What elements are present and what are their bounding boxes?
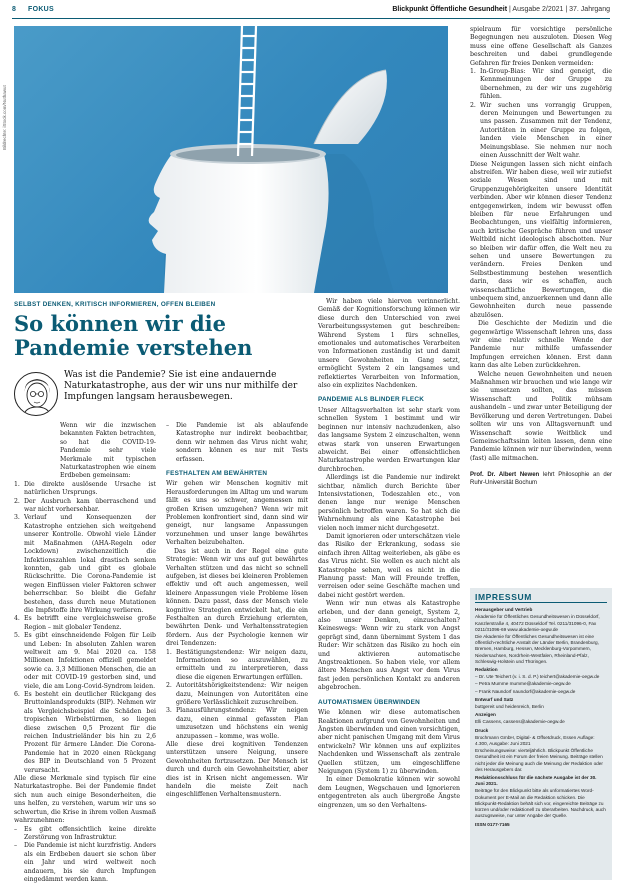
body-paragraph: Wir haben viele hiervon verinnerlicht. Gemäß der Kognitionsforschung können wir diese durch den Unterschied von zwei Verarbeitungssystemen gut beschreiben: Während System 1 fürs schnelles, emotionales und automatisches Verarbeiten von Informationen zuständig ist und damit unsere Gewohnheiten in Gang setzt, ermöglicht System 2 ein langsames und reflektiertes Verarbeiten von Information, also ein explizites Nachdenken. [318,298,460,390]
article-teaser: Was ist die Pandemie? Sie ist eine andauernde Naturkatastrophe, aus der wir uns nur mithilfe der Impfungen langsam herausbewegen. [64,370,298,402]
list-item: 2. Autoritätshörigkeitstendenz: Wir neigen dazu, Meinungen von Autoritäten eine größere Verlässlichkeit zuzuschreiben. [166,682,308,706]
subheading: AUTOMATISMEN ÜBERWINDEN [318,698,420,706]
article-headline: So können wir die Pandemie verstehen [14,311,253,360]
ladder-icon [238,26,256,156]
body-paragraph: Welche neuen Gewohnheiten und neuen Maßnahmen wir brauchen und wie lange wir sie umsetzen sollten, das müssen Wissenschaft und Politik mühsam aushandeln – und zwar unter Beteiligung der Bevölkerung und deren Vertretungen. Dabei sollten wir uns von Alltagsvernunft und Wissenschaft sowie Weitblick und Gemeinschaftssinn leiten lassen, denn eine Pandemie können wir nur überwinden, wenn (fast) alle mitmachen. [470,370,612,462]
article-column-3 [318,298,460,810]
author-name: Prof. Dr. Albert Newen [470,472,540,479]
list-item: 2. Der Ausbruch kam überraschend und war nicht vorhersehbar. [14,497,156,514]
list-item: 6. Es besteht ein deutlicher Rückgang des Bruttoinlandsprodukts (BIP). Nehmen wir als Vergleichsbeispiel die Schäden bei tropischen Wirbelstürmen, so liegen diese zwischen 0,5 Prozent für die reichen Industrieländer bis hin zu 2,6 Prozent für ärmere Länder. Die Corona-Pandemie hat in 2020 einen Rückgang des BIP in Deutschland von 5 Prozent verursacht. [14,691,156,774]
subheading: FESTHALTEN AM BEWÄHRTEN [166,470,268,478]
impressum-label: Druck [475,727,489,733]
tendencies-list [166,649,308,741]
impressum-rule [475,602,607,603]
article-column-2 [166,422,308,800]
impressum-box [470,588,612,880]
body-paragraph: In einer Demokratie können wir sowohl dem Leugnen, Wegschauen und Ignorieren entgegentreten als auch übergroße Ängste eingrenzen, um so den Verhaltens- [318,776,460,809]
volume-label: 37. Jahrgang [569,6,610,13]
impressum-label: Entwurf und Satz [475,696,514,702]
author-sketch-icon [15,373,58,416]
impressum-text: – Petra Mumme mumme@akademie-oegw.de [475,681,571,687]
impressum-issn: ISSN 0177-7165 [475,821,510,827]
list-item: 1. Bestätigungstendenz: Wir neigen dazu, Informationen so auszuwählen, zu ermitteln und zu interpretieren, dass diese die eigenen Erwartungen erfüllen. [166,648,308,681]
body-paragraph: Unser Alltagsverhalten ist sehr stark vom schnellen System 1 bestimmt und wir beginnen nur intensiv nachzudenken, also das langsame System 2 einzuschalten, wenn etwas stark von unseren Erwartungen abweicht. Bei einer offensichtlichen Naturkatastrophe werden Erwartungen klar durchbrochen. [318,406,460,473]
section-label: FOKUS [28,6,54,13]
list-item: – Die Pandemie ist nicht kurzfristig. Anders als ein Erdbeben dauert sie schon über ein Jahr und wird weltweit noch andauern, bis sie durch Impfungen eingedämmt werden kann. [14,842,156,883]
publication-info: Blickpunkt Öffentliche Gesundheit | Ausgabe 2/2021 | 37. Jahrgang [392,6,610,13]
list-item: 3. Planausführungstendenz: Wir neigen dazu, einen einmal gefassten Plan umzusetzen und höchstens ein wenig anzupassen – komme, was wolle. [166,707,308,740]
article-kicker: SELBST DENKEN, KRITISCH INFORMIEREN, OFFEN BLEIBEN [14,301,216,308]
body-paragraph: Allerdings ist die Pandemie nur indirekt sichtbar, nämlich durch Berichte über Intensivstationen, Todeszahlen etc., von denen lange nur wenige Menschen persönlich betroffen waren. So hat sich die Wahrnehmung als eine Katastrophe bei vielen noch immer nicht durchgesetzt. [318,474,460,532]
impressum-text: Elli Cassens, cassens@akademie-oegw.de [475,719,565,725]
author-note [470,471,612,487]
open-head-illustration [14,26,448,293]
impressum-text: – Frank Naundorf naundorf@akademie-oegw.de [475,688,576,694]
issue-label: Ausgabe 2/2021 [512,6,564,13]
impressum-text: Akademie für Öffentliches Gesundheitswesen in Düsseldorf, Kanzlerstraße 4, 40472 Düsseldorf Tel. 0211/31096-0, Fax 0211/31096-69 www.akademie-oegw.de [475,614,600,632]
body-paragraph: Wenn wir nun etwas als Katastrophe erleben, und der dann geneigt, System 2, also unser Denken, einzuschalten? Keineswegs: Wenn wir zu stark von Angst geprägt sind, dann übernimmt System 1 das Ruder: Wir schätzen das Risiko zu hoch ein und aktivieren automatische Angstreaktionen. So haben viele, vor allem ältere Menschen aus Angst vor dem Virus fast jeden persönlichen Kontakt zu anderen abgebrochen. [318,600,460,692]
page-number: 8 [12,6,16,13]
list-item: – Es gibt offensichtlich keine direkte Zerstörung von Infrastruktur. [14,825,156,841]
body-paragraph: Die Geschichte der Medizin und die gegenwärtige Wissenschaft lehren uns, dass wir eine relativ schnelle Wende der Pandemie nur mithilfe umfassender Impfungen erreichen können. Erst dann kann das alte Leben zurückkehren. [470,320,612,370]
publication-title: Blickpunkt Öffentliche Gesundheit [392,6,508,13]
impressum-text: buttgereit und heidenreich, Berlin [475,704,544,710]
list-item: 1. In-Group-Bias: Wir sind geneigt, die Kennmeinungen der Gruppe zu übernehmen, zu der wir uns zugehörig fühlen. [470,68,612,101]
body-paragraph: Damit ignorieren oder unterschätzen viele das Risiko der Erkrankung, sodass sie einfach ihren Alltag weiterleben, als gäbe es das Virus nicht. Sie wollen es auch nicht als Katastrophe sehen, weil es nicht in die Planung passt: Man will Freunde treffen, verreisen oder seine Geschäfte machen und dabei nicht gestört werden. [318,532,460,599]
impressum-label: Redaktionsschluss für die nächste Ausgabe ist der 30. Juni 2021. [475,775,597,787]
impressum-text: Erscheinungsweise: vierteljährlich. Blickpunkt Öffentliche Gesundheit ist ein Forum der freien Meinung. Beiträge stellen nicht jeder die Meinung auch die Meinung der Redaktion oder des Herausgebers dar. [475,748,603,772]
impressum-text: Brochmann GmbH, Digital- & Offsetdruck, Essen Auflage: 4.300, Ausgabe: Juni 2021 [475,734,595,747]
impressum-text: Beiträge für den Blickpunkt bitte als unformatiertes Word-Dokument per E-Mail an die Redaktion schicken. Die Blickpunkt-Redaktion behält sich vor, eingereichte Beiträge zu kürzen und/oder redaktionell zu überarbeiten. Nachdruck, auch auszugsweise, nur unter Angabe der Quelle. [475,788,606,819]
specifics-list [14,826,156,885]
bias-list [470,68,612,160]
list-item: 5. Es gibt einschneidende Folgen für Leib und Leben: In absoluten Zahlen waren weltweit am 9. Mai 2020 ca. 158 Millionen Infektionen offiziell gemeldet sowie ca. 3,3 Millionen Menschen, die an oder mit COVID-19 gestorben sind, und viele, die am Long-Covid-Syndrom leiden. [14,632,156,690]
list-item: 1. Die direkte auslösende Ursache ist natürlichen Ursprungs. [14,480,156,497]
body-paragraph: Diese Neigungen lassen sich nicht einfach abstreifen. Wir haben diese, weil wir zutiefst soziale Wesen sind und mit Gruppenzugehörigkeiten unsere Identität verbinden. Aber wir können dieser Tendenz entgegenwirken, indem wir bewusst offen bleiben für neue Erfahrungen und Beobachtungen, uns vielfältig informieren, auch kritische Gespräche führen und unser Weltbild nicht ideologisch abschotten. Nur so bleiben wir dafür offen, die Welt neu zu sehen und unsere Bewertungen zu verändern. Freies Denken und Selbstbestimmung bestehen wesentlich darin, dass wir es schaffen, auch wissenschaftliche Bewertungen, die unbequem sind, anzuerkennen und dann alle Gewohnheiten durch neue passende abzulösen. [470,160,612,319]
impressum-text: Die Akademie für Öffentliches Gesundheitswesen ist eine öffentlich-rechtliche Anstalt der Länder Berlin, Brandenburg, Bremen, Hamburg, Hessen, Mecklenburg-Vorpommern, Niedersachsen, Nordrhein-Westfalen, Rheinland-Pfalz, Schleswig-Holstein und Thüringen. [475,634,599,664]
article-column-1 [14,422,156,884]
article-photo [14,26,448,293]
list-item: 2. Wir suchen uns vorrangig Gruppen, deren Meinungen und Bewertungen zu uns passen. Zusammen mit der Tendenz, Autoritäten in einer Gruppe zu folgen, landen viele Menschen in einer Meinungsblase. Sie nehmen nur noch einen Ausschnitt der Welt wahr. [470,101,612,160]
subheading: PANDEMIE ALS BLINDER FLECK [318,396,425,404]
body-paragraph: Alle diese drei kognitiven Tendenzen unterstützen unsere Neigung, unsere Gewohnheiten fortzusetzen. Der Mensch ist durch und durch ein Gewohnheitstier, aber dies ist in Krisen nicht angemessen. Wir handeln die meiste Zeit nach eingeschliffenen Verhaltensmustern. [166,741,308,799]
list-item: – Die Pandemie ist als ablaufende Katastrophe nur indirekt beobachtbar, denn wir nehmen das Virus nicht wahr, sondern können es nur mit Tests erfassen. [166,422,308,463]
photo-credit: Bildrechte: iStock.com/Nuthawut [2,85,7,150]
author-portrait [14,372,58,416]
body-paragraph: Alle diese Merkmale sind typisch für eine Naturkatastrophe. Bei der Pandemie findet sich nun auch einige Besonderheiten, die uns helfen, zu verstehen, warum wir uns so schwertun, die Krise in ihrem vollen Ausmaß wahrzunehmen: [14,775,156,825]
body-paragraph: Wir gehen wir Menschen kognitiv mit Herausforderungen im Alltag um und warum fällt es uns so schwer, angemessen mit großen Krisen umzugehen? Wenn wir mit Problemen konfrontiert sind, dann sind wir geneigt, nur langsame Anpassungen vorzunehmen und unser lange bewährtes Verhalten beizubehalten. [166,480,308,547]
body-paragraph: Wie können wir diese automatischen Reaktionen aufgrund von Gewohnheiten und Ängsten überwinden und einen vorsichtigen, aber nicht panischen Umgang mit dem Virus entwickeln? Wir können uns auf explizites Nachdenken und Wissenschaft als zentrale Quellen stützen, um eingeschliffene Neigungen (System 1) zu überwinden. [318,709,460,775]
article-column-4 [470,26,612,487]
author-role: lehrt Philosophie an der Ruhr-Universität Bochum [470,472,613,487]
body-paragraph: spielraum für vorsichtige persönliche Begegnungen neu auszuloten. Diesen Weg muss eine offene Gesellschaft als Ganzes beschreiten und dabei grundlegende Gefahren für freies Denken vermeiden: [470,26,612,67]
impressum-label: Herausgeber und Vertrieb [475,607,533,613]
specifics-list-cont [166,422,308,464]
features-list [14,481,156,775]
header-rule [12,18,610,19]
list-item: 3. Verlauf und Konsequenzen der Katastrophe entziehen sich weitgehend unserer Kontrolle. Obwohl viele Länder mit Maßnahmen (AHA-Regeln oder Lockdown) zwischenzeitlich die Infektionszahlen lokal drastisch senken konnten, gab und gibt es globale Rückschritte. Die Corona-Pandemie ist wegen Einflüssen vieler Faktoren schwer beherrschbar. So bleibt die Gefahr bestehen, dass durch neue Mutationen die Impfstoffe ihre Wirkung verlieren. [14,514,156,614]
impressum-title: IMPRESSUM [475,592,532,602]
body-paragraph: Das ist auch in der Regel eine gute Strategie: Wenn wir uns auf gut bewährtes Verhalten stützen und das nicht so schnell aufgeben, ist dieses bei kleineren Problemen effektiv und oft auch angemessen, weil kleinere Anpassungen viele Probleme lösen können. Dazu passt, dass der Mensch viele kognitive Strategien entwickelt hat, die ein Festhalten an durch Erziehung erlernten, bewährten Denk- und Verhaltensstrategien fördern. Aus der Psychologie kennen wir drei Tendenzen: [166,547,308,648]
impressum-label: Redaktion [475,667,498,673]
list-item: 4. Es betrifft eine vergleichsweise große Region – mit globaler Tendenz. [14,615,156,631]
lead-paragraph: Wenn wir die inzwischen bekannten Fakten betrachten, so hat die COVID-19-Pandemie sehr viele Merkmale mit typischen Naturkatastrophen wie einem Erdbeben gemeinsam: [60,422,156,480]
impressum-text: – Dr. Ute Teichert (v. i. S. d. P.) teichert@akademie-oegw.de [475,674,600,680]
impressum-label: Anzeigen [475,712,496,718]
